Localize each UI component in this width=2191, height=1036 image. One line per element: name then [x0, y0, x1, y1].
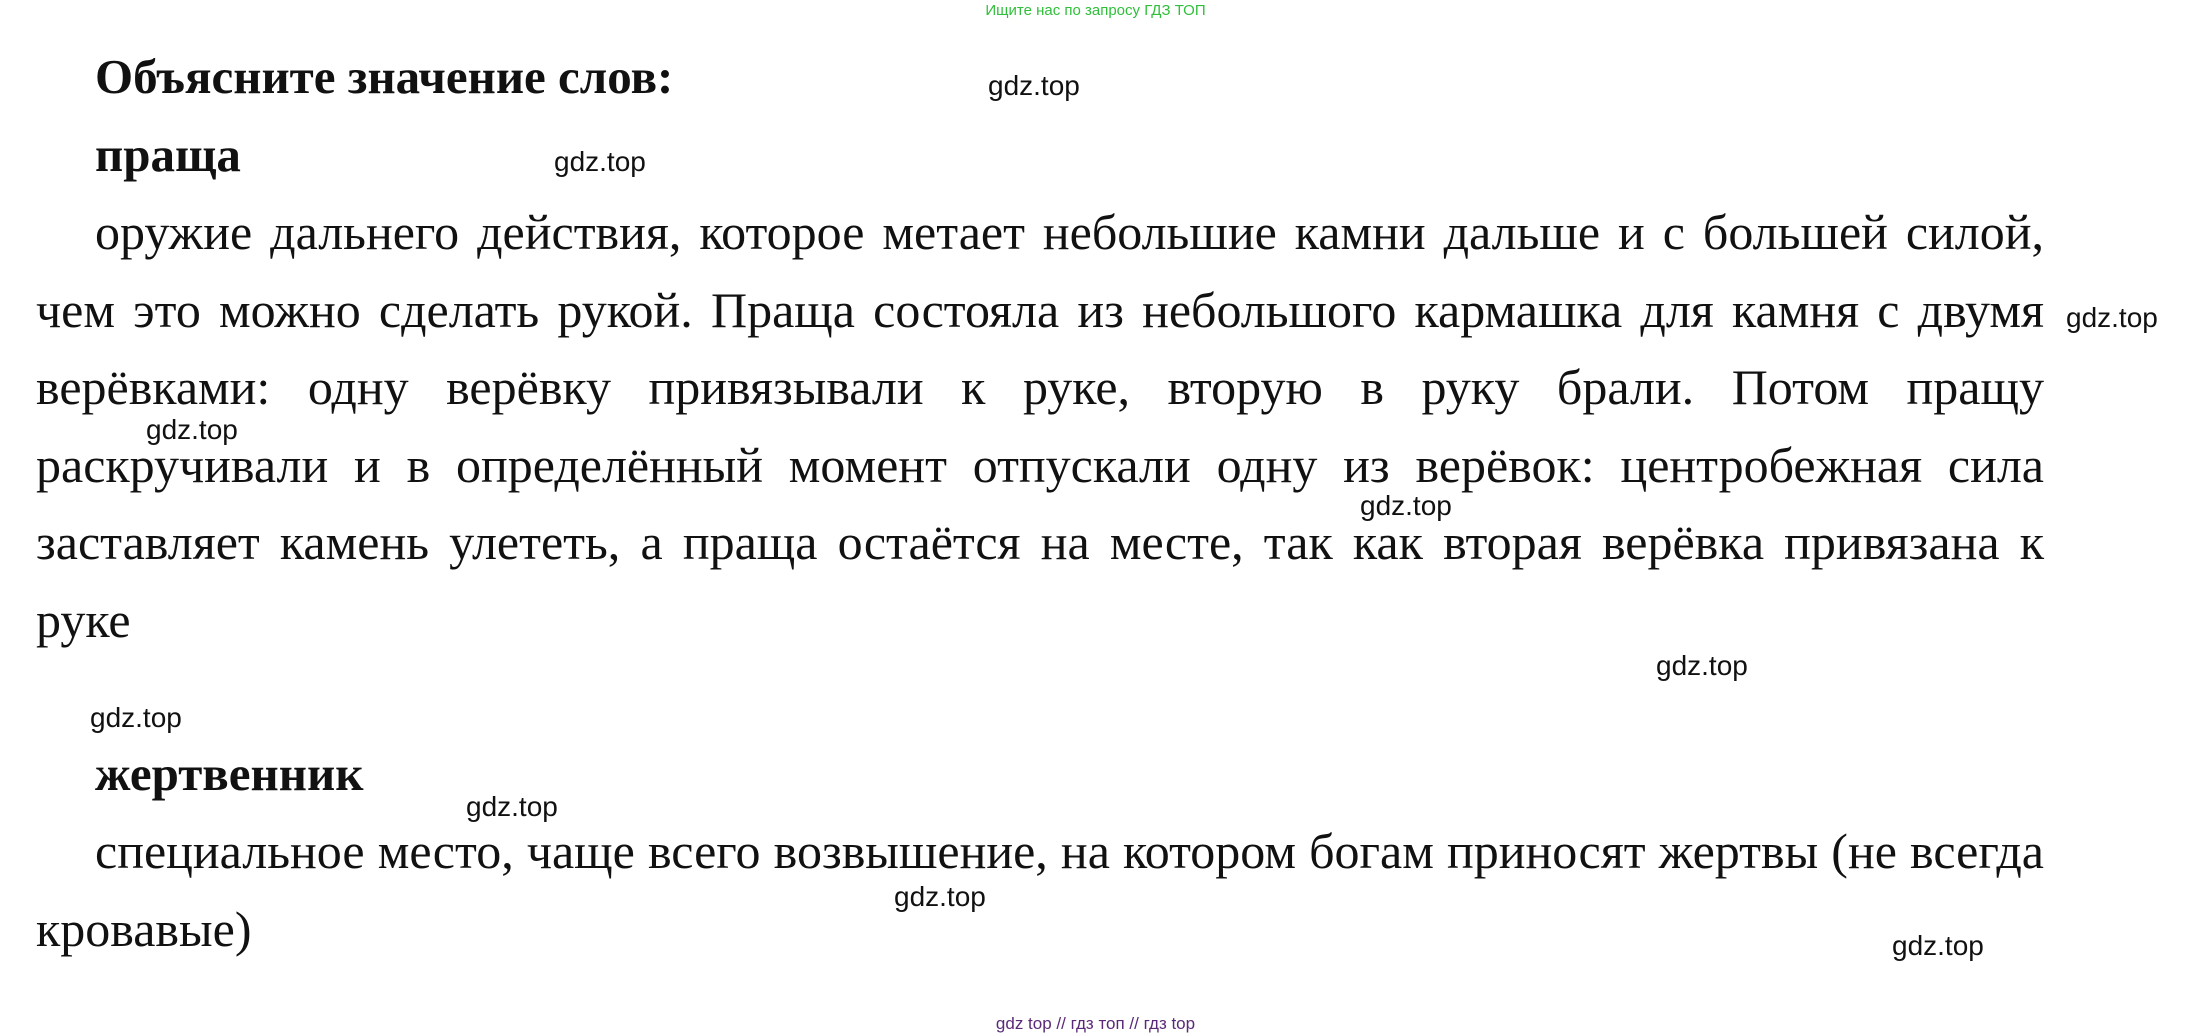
watermark: gdz.top [2066, 302, 2158, 333]
watermark: gdz.top [90, 702, 182, 733]
watermark: gdz.top [146, 414, 238, 445]
term-definition-1: оружие дальнего действия, которое метает небольшие камни дальше и с большей силой, чем это можно сделать рукой. Праща состояла из небольшого кармашка для камня с двумя верёвками: одну верёвку привязывали к руке, вторую в руку брали. Потом пращу раскручивали и в определённый момент отпускали одну из верёвок: центробежная сила заставляет камень улететь, а праща остаётся на месте, так как вторая верёвка привязана к руке [36, 204, 2044, 648]
watermark: gdz.top [466, 791, 558, 822]
watermark: gdz.top [894, 881, 986, 912]
watermark: gdz.top [1360, 490, 1452, 521]
watermark: gdz.top [988, 70, 1080, 101]
footer-watermark: gdz top // гдз топ // гдз top [995, 1014, 1196, 1033]
term-word-2: жертвенник [95, 746, 364, 801]
watermark: gdz.top [554, 146, 646, 177]
term-definition-2: специальное место, чаще всего возвышение, на котором богам приносят жертвы (не всегда кровавые) [36, 823, 2044, 957]
watermark: gdz.top [1656, 650, 1748, 681]
term-word-1: праща [95, 127, 241, 182]
search-banner: Ищите нас по запросу ГДЗ ТОП [985, 2, 1206, 19]
watermark: gdz.top [1892, 930, 1984, 961]
page-title: Объясните значение слов: [95, 49, 674, 104]
